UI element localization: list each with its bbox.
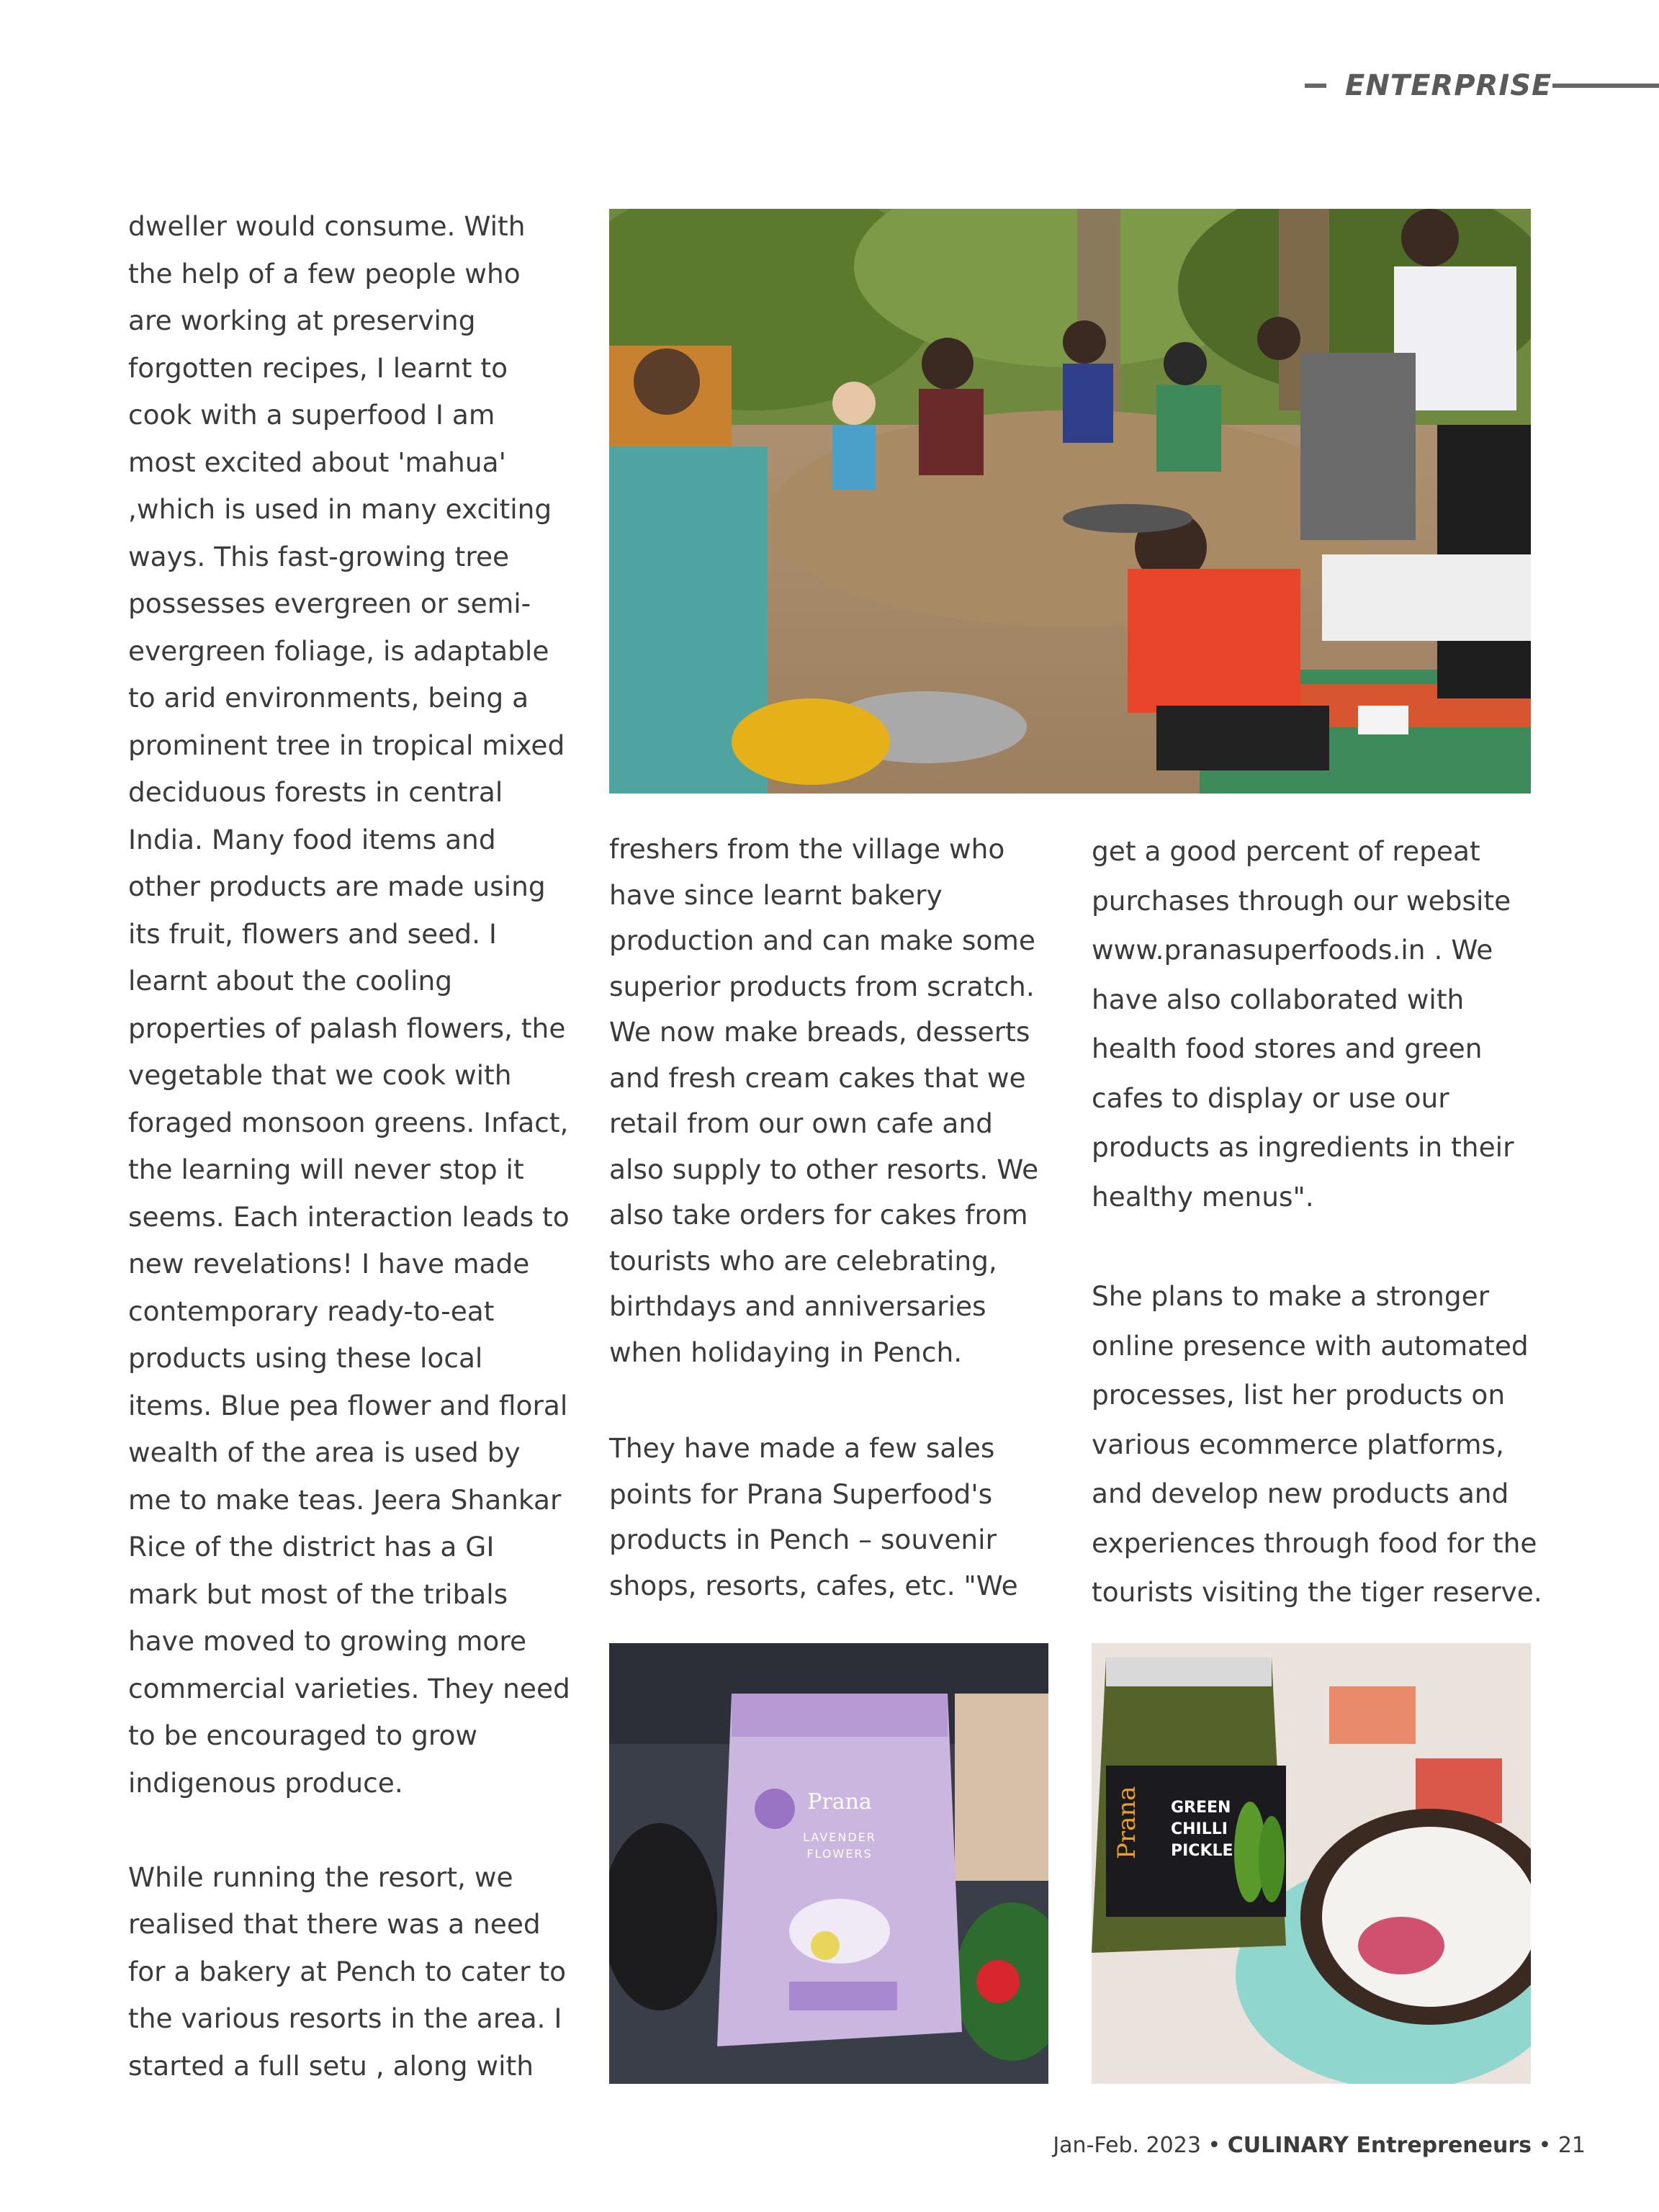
text-line: learnt about the cooling (128, 965, 453, 997)
text-line: While running the resort, we (128, 1861, 513, 1893)
text-line: get a good percent of repeat (1092, 835, 1480, 867)
article-column-left (128, 203, 575, 2090)
text-line: me to make teas. Jeera Shankar (128, 1483, 562, 1516)
photo-lavender-pouch (609, 1643, 1048, 2084)
footer-magazine-name: CULINARY Entrepreneurs (1227, 2133, 1532, 2158)
text-line: when holidaying in Pench. (609, 1336, 963, 1368)
text-line: freshers from the village who (609, 833, 1005, 865)
text-line: cafes to display or use our (1092, 1082, 1449, 1114)
text-line: also take orders for cakes from (609, 1199, 1028, 1231)
text-line: tourists who are celebrating, (609, 1244, 997, 1277)
paragraph-gap (1092, 1221, 1538, 1272)
lavender-brand: Prana (807, 1789, 872, 1815)
text-line: processes, list her products on (1092, 1379, 1506, 1411)
text-line: various ecommerce platforms, (1092, 1428, 1504, 1460)
text-line: She plans to make a stronger (1092, 1280, 1490, 1312)
pickle-label-line1: GREEN (1171, 1799, 1231, 1817)
text-line: purchases through our website (1092, 884, 1511, 917)
lavender-product-line1: LAVENDER (803, 1830, 876, 1844)
pickle-brand: Prana (1112, 1786, 1141, 1859)
text-line: the learning will never stop it (128, 1154, 524, 1185)
text-line: online presence with automated (1092, 1329, 1529, 1362)
text-line: contemporary ready-to-eat (128, 1295, 495, 1327)
footer-separator-1: • (1208, 2133, 1221, 2158)
text-line: experiences through food for the (1092, 1527, 1537, 1559)
text-line: India. Many food items and (128, 823, 496, 855)
text-line: are working at preserving (128, 305, 476, 336)
footer-issue: Jan-Feb. 2023 (1053, 2133, 1201, 2158)
text-line: health food stores and green (1092, 1033, 1483, 1064)
text-line: dweller would consume. With (128, 210, 526, 242)
text-line: products using these local (128, 1342, 483, 1374)
text-line: also supply to other resorts. We (609, 1153, 1039, 1185)
text-line: Rice of the district has a GI (128, 1531, 495, 1563)
text-line: seems. Each interaction leads to (128, 1200, 570, 1233)
text-line: have moved to growing more (128, 1625, 527, 1657)
text-line: mark but most of the tribals (128, 1578, 508, 1610)
text-line: and fresh cream cakes that we (609, 1061, 1026, 1094)
pickle-label-line2: CHILLI (1171, 1820, 1228, 1838)
section-label (1296, 66, 1659, 107)
text-line: retail from our own cafe and (609, 1107, 993, 1139)
text-line: evergreen foliage, is adaptable (128, 634, 549, 667)
pickle-label-line3: PICKLE (1171, 1842, 1233, 1860)
text-line: tourists visiting the tiger reserve. (1092, 1576, 1542, 1608)
text-line: foraged monsoon greens. Infact, (128, 1106, 569, 1138)
text-line: have since learnt bakery (609, 878, 943, 911)
text-line: most excited about 'mahua' (128, 446, 506, 478)
text-line: indigenous produce. (128, 1766, 403, 1799)
text-line: They have made a few sales (609, 1432, 995, 1464)
text-line: shops, resorts, cafes, etc. "We (609, 1569, 1018, 1601)
text-line: www.pranasuperfoods.in . We (1092, 934, 1493, 966)
section-title: ENTERPRISE (1345, 69, 1552, 102)
text-line: and develop new products and (1092, 1478, 1509, 1509)
photo-chilli-pickle (1092, 1643, 1531, 2084)
text-line: its fruit, flowers and seed. I (128, 917, 497, 950)
text-line: for a bakery at Pench to cater to (128, 1955, 567, 1987)
lavender-product-line2: FLOWERS (806, 1847, 873, 1861)
page-footer (864, 2133, 1586, 2158)
text-line: items. Blue pea flower and floral (128, 1389, 568, 1421)
text-line: started a full setu , along with (128, 2049, 534, 2082)
text-line: products in Pench – souvenir (609, 1524, 997, 1555)
text-line: the various resorts in the area. I (128, 2002, 562, 2034)
text-line: possesses evergreen or semi- (128, 588, 531, 619)
article-column-right (1092, 827, 1542, 1617)
text-line: production and can make some (609, 925, 1035, 956)
text-line: We now make breads, desserts (609, 1016, 1030, 1048)
text-line: forgotten recipes, I learnt to (128, 351, 508, 384)
text-line: birthdays and anniversaries (609, 1290, 986, 1322)
text-line: ,which is used in many exciting (128, 493, 552, 525)
text-line: new revelations! I have made (128, 1248, 530, 1280)
text-line: realised that there was a need (128, 1908, 541, 1940)
text-line: ways. This fast-growing tree (128, 540, 510, 572)
text-line: cook with a superfood I am (128, 399, 495, 431)
text-line: other products are made using (128, 871, 546, 902)
text-line: to be encouraged to grow (128, 1719, 478, 1751)
text-line: to arid environments, being a (128, 682, 529, 714)
text-line: deciduous forests in central (128, 776, 503, 808)
text-line: superior products from scratch. (609, 970, 1035, 1002)
text-line: healthy menus". (1092, 1180, 1314, 1213)
section-dash-right (1552, 84, 1659, 88)
text-line: commercial varieties. They need (128, 1672, 570, 1704)
footer-page-number: 21 (1557, 2133, 1586, 2158)
section-dash-left (1305, 84, 1326, 88)
article-column-middle (609, 827, 1048, 1609)
text-line: products as ingredients in their (1092, 1131, 1514, 1163)
text-line: have also collaborated with (1092, 983, 1465, 1015)
text-line: points for Prana Superfood's (609, 1478, 993, 1510)
text-line: vegetable that we cook with (128, 1059, 512, 1091)
footer-separator-2: • (1538, 2133, 1552, 2158)
text-line: the help of a few people who (128, 257, 521, 289)
photo-cooking-workshop (609, 209, 1531, 793)
text-line: properties of palash flowers, the (128, 1012, 566, 1044)
paragraph-gap (609, 1375, 1048, 1426)
paragraph-gap (128, 1807, 575, 1854)
text-line: wealth of the area is used by (128, 1437, 521, 1468)
text-line: prominent tree in tropical mixed (128, 729, 565, 761)
